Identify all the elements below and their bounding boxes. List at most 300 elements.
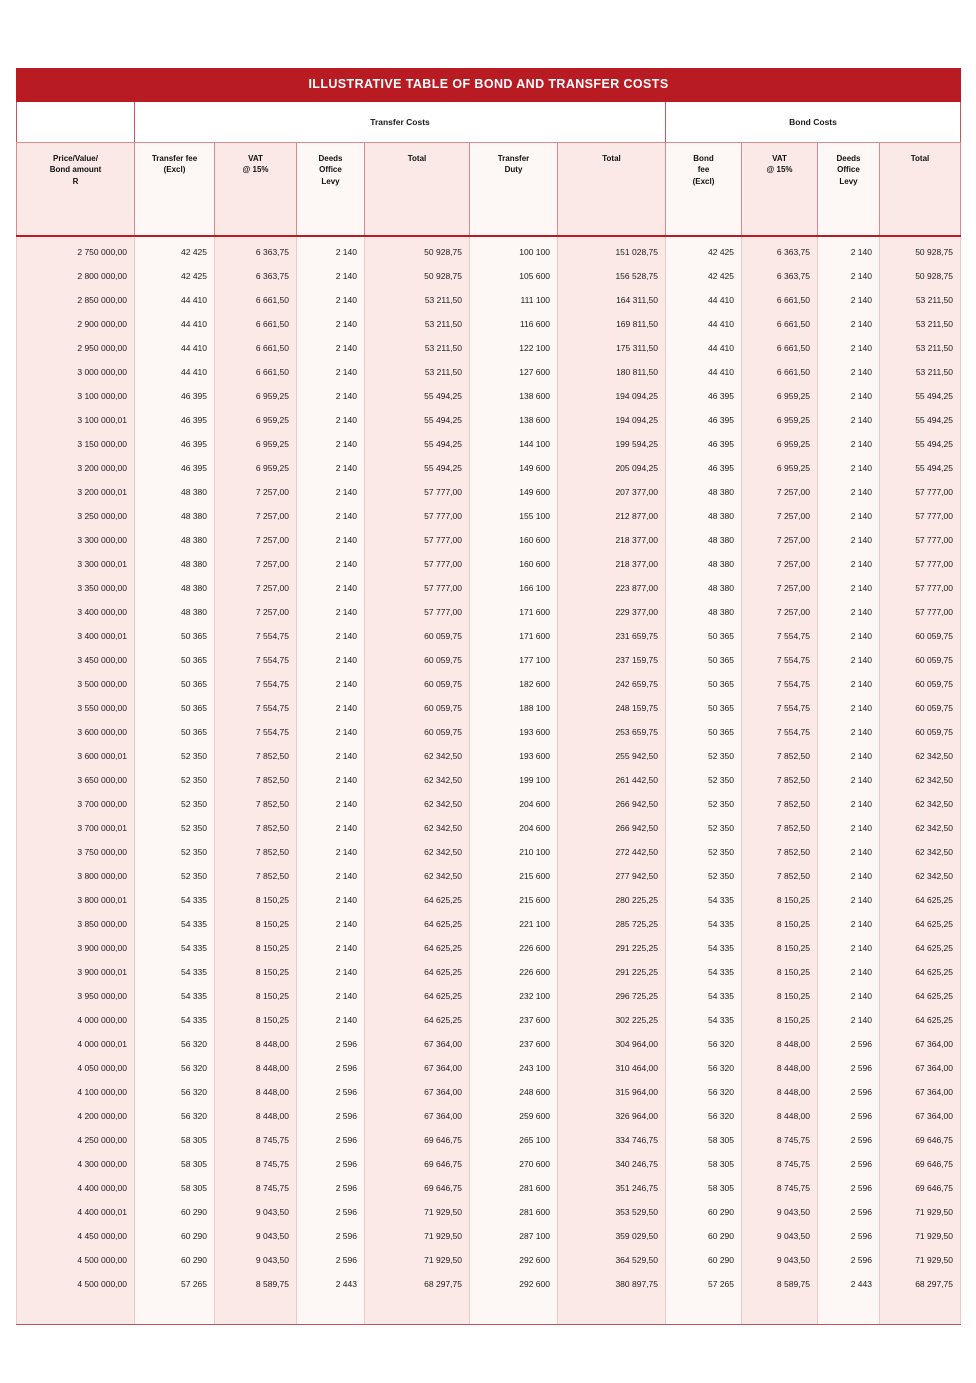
cell-t_duty: 270 600: [470, 1152, 558, 1176]
column-header-transfer-fee: [135, 142, 215, 236]
cell-t_grand: 237 159,75: [558, 648, 666, 672]
cell-b_fee: 52 350: [666, 744, 742, 768]
cell-t_duty: 265 100: [470, 1128, 558, 1152]
cell-t_duty: 292 600: [470, 1248, 558, 1272]
cell-b_fee: 44 410: [666, 336, 742, 360]
cell-b_deeds: 2 140: [818, 576, 880, 600]
cell-b_total: 53 211,50: [880, 336, 961, 360]
cell-b_vat: 6 959,25: [742, 432, 818, 456]
cell-t_total: 50 928,75: [365, 264, 470, 288]
cell-t_total: 68 297,75: [365, 1272, 470, 1296]
cell-b_vat: 9 043,50: [742, 1248, 818, 1272]
column-header-row: [17, 142, 961, 236]
cell-b_deeds: 2 140: [818, 720, 880, 744]
cell-b_total: 57 777,00: [880, 600, 961, 624]
cell-b_deeds: 2 596: [818, 1248, 880, 1272]
cell-t_fee: 52 350: [135, 864, 215, 888]
cell-b_fee: 60 290: [666, 1224, 742, 1248]
cell-b_deeds: 2 140: [818, 792, 880, 816]
cell-t_total: 55 494,25: [365, 384, 470, 408]
cell-t_vat: 7 257,00: [215, 504, 297, 528]
cell-b_vat: 7 554,75: [742, 720, 818, 744]
cell-b_total: 53 211,50: [880, 288, 961, 312]
cell-t_deeds: 2 140: [297, 1008, 365, 1032]
cell-t_deeds: 2 140: [297, 912, 365, 936]
cell-b_fee: 54 335: [666, 984, 742, 1008]
cell-t_total: 64 625,25: [365, 1008, 470, 1032]
cell-b_vat: 6 661,50: [742, 288, 818, 312]
cell-t_grand: 272 442,50: [558, 840, 666, 864]
cell-price: 4 100 000,00: [17, 1080, 135, 1104]
header-line: Bond: [693, 153, 714, 163]
cell-t_vat: 6 363,75: [215, 236, 297, 264]
cell-t_deeds: 2 596: [297, 1152, 365, 1176]
cell-t_grand: 304 964,00: [558, 1032, 666, 1056]
cell-t_total: 57 777,00: [365, 576, 470, 600]
cell-b_deeds: 2 140: [818, 336, 880, 360]
cell-b_vat: 6 959,25: [742, 408, 818, 432]
cell-b_fee: 52 350: [666, 864, 742, 888]
cell-b_vat: 8 745,75: [742, 1152, 818, 1176]
cell-t_vat: 7 852,50: [215, 840, 297, 864]
spacer-cell: [470, 1296, 558, 1325]
cell-t_total: 57 777,00: [365, 552, 470, 576]
column-group-row: [17, 101, 961, 142]
cell-t_fee: 42 425: [135, 236, 215, 264]
cell-t_deeds: 2 140: [297, 288, 365, 312]
header-line: Office: [837, 165, 860, 175]
cell-t_duty: 226 600: [470, 936, 558, 960]
table-row: [17, 264, 961, 288]
column-header-bond-deeds-levy: [818, 142, 880, 236]
header-line: @ 15%: [242, 165, 269, 175]
cell-t_fee: 54 335: [135, 912, 215, 936]
spacer-cell: [880, 1296, 961, 1325]
cell-t_deeds: 2 140: [297, 236, 365, 264]
cell-b_vat: 7 852,50: [742, 744, 818, 768]
cell-t_grand: 194 094,25: [558, 384, 666, 408]
cell-b_deeds: 2 596: [818, 1080, 880, 1104]
cell-b_vat: 7 852,50: [742, 840, 818, 864]
cell-t_deeds: 2 140: [297, 264, 365, 288]
cell-t_total: 69 646,75: [365, 1152, 470, 1176]
cell-t_deeds: 2 140: [297, 456, 365, 480]
cell-t_grand: 242 659,75: [558, 672, 666, 696]
cell-t_fee: 52 350: [135, 816, 215, 840]
cell-t_vat: 6 661,50: [215, 360, 297, 384]
cell-t_grand: 302 225,25: [558, 1008, 666, 1032]
cell-t_total: 55 494,25: [365, 456, 470, 480]
cell-b_fee: 58 305: [666, 1152, 742, 1176]
cell-t_grand: 277 942,50: [558, 864, 666, 888]
cell-price: 4 450 000,00: [17, 1224, 135, 1248]
cell-b_total: 67 364,00: [880, 1032, 961, 1056]
cell-t_vat: 6 661,50: [215, 336, 297, 360]
column-header-transfer-vat: [215, 142, 297, 236]
cell-t_grand: 199 594,25: [558, 432, 666, 456]
cell-price: 2 800 000,00: [17, 264, 135, 288]
cell-price: 3 700 000,01: [17, 816, 135, 840]
cell-t_deeds: 2 443: [297, 1272, 365, 1296]
cell-price: 2 900 000,00: [17, 312, 135, 336]
cell-t_vat: 7 554,75: [215, 696, 297, 720]
cell-t_total: 67 364,00: [365, 1032, 470, 1056]
cell-b_vat: 7 257,00: [742, 528, 818, 552]
cell-t_fee: 48 380: [135, 480, 215, 504]
cell-price: 4 500 000,00: [17, 1248, 135, 1272]
cell-t_duty: 111 100: [470, 288, 558, 312]
cell-t_grand: 218 377,00: [558, 552, 666, 576]
cell-t_grand: 296 725,25: [558, 984, 666, 1008]
cell-t_deeds: 2 140: [297, 696, 365, 720]
column-header-transfer-total: [365, 142, 470, 236]
cell-b_total: 69 646,75: [880, 1128, 961, 1152]
cell-t_vat: 7 257,00: [215, 480, 297, 504]
cell-t_grand: 164 311,50: [558, 288, 666, 312]
cell-b_fee: 46 395: [666, 456, 742, 480]
column-header-bond-vat: [742, 142, 818, 236]
cell-b_total: 62 342,50: [880, 864, 961, 888]
cell-t_total: 55 494,25: [365, 408, 470, 432]
spacer-cell: [135, 1296, 215, 1325]
spacer-cell: [818, 1296, 880, 1325]
header-line: Bond amount: [49, 165, 102, 175]
cell-t_duty: 160 600: [470, 552, 558, 576]
table-row: [17, 600, 961, 624]
cell-b_total: 67 364,00: [880, 1104, 961, 1128]
cell-b_total: 62 342,50: [880, 744, 961, 768]
cell-t_total: 67 364,00: [365, 1056, 470, 1080]
cell-b_fee: 54 335: [666, 912, 742, 936]
cell-t_vat: 6 661,50: [215, 288, 297, 312]
cell-t_deeds: 2 596: [297, 1032, 365, 1056]
cell-t_fee: 60 290: [135, 1200, 215, 1224]
cell-t_duty: 193 600: [470, 744, 558, 768]
cell-price: 2 850 000,00: [17, 288, 135, 312]
cell-price: 3 600 000,01: [17, 744, 135, 768]
cell-t_total: 64 625,25: [365, 912, 470, 936]
cell-price: 4 000 000,00: [17, 1008, 135, 1032]
cell-t_grand: 334 746,75: [558, 1128, 666, 1152]
cell-b_deeds: 2 140: [818, 552, 880, 576]
cell-t_fee: 48 380: [135, 576, 215, 600]
cell-b_fee: 50 365: [666, 696, 742, 720]
cell-b_vat: 9 043,50: [742, 1224, 818, 1248]
cell-b_total: 60 059,75: [880, 672, 961, 696]
cell-t_duty: 237 600: [470, 1008, 558, 1032]
cell-t_fee: 57 265: [135, 1272, 215, 1296]
cell-t_fee: 58 305: [135, 1176, 215, 1200]
cell-t_grand: 253 659,75: [558, 720, 666, 744]
cell-b_vat: 7 257,00: [742, 576, 818, 600]
header-line: Total: [910, 153, 930, 163]
table-title-row: [17, 69, 961, 102]
table-row: [17, 384, 961, 408]
cell-b_total: 64 625,25: [880, 960, 961, 984]
cell-b_vat: 6 661,50: [742, 312, 818, 336]
cell-price: 3 950 000,00: [17, 984, 135, 1008]
cell-t_fee: 56 320: [135, 1032, 215, 1056]
cell-b_total: 55 494,25: [880, 432, 961, 456]
cell-t_grand: 223 877,00: [558, 576, 666, 600]
cell-t_duty: 204 600: [470, 792, 558, 816]
cell-b_total: 71 929,50: [880, 1224, 961, 1248]
cell-b_fee: 48 380: [666, 576, 742, 600]
spacer-cell: [365, 1296, 470, 1325]
spacer-cell: [215, 1296, 297, 1325]
cell-t_fee: 52 350: [135, 768, 215, 792]
header-line: Total: [602, 153, 621, 163]
cell-t_total: 60 059,75: [365, 624, 470, 648]
cell-t_vat: 8 150,25: [215, 1008, 297, 1032]
cell-price: 3 300 000,00: [17, 528, 135, 552]
cell-price: 3 900 000,01: [17, 960, 135, 984]
cell-b_fee: 44 410: [666, 312, 742, 336]
cell-t_vat: 7 554,75: [215, 624, 297, 648]
cell-t_total: 62 342,50: [365, 840, 470, 864]
table-row: [17, 696, 961, 720]
cell-b_vat: 7 257,00: [742, 552, 818, 576]
cell-b_vat: 7 852,50: [742, 768, 818, 792]
cell-t_vat: 8 150,25: [215, 888, 297, 912]
cell-t_fee: 60 290: [135, 1224, 215, 1248]
cell-b_fee: 52 350: [666, 768, 742, 792]
cell-b_total: 64 625,25: [880, 1008, 961, 1032]
cell-b_deeds: 2 443: [818, 1272, 880, 1296]
cell-b_vat: 8 150,25: [742, 912, 818, 936]
cell-b_fee: 58 305: [666, 1128, 742, 1152]
cell-t_grand: 359 029,50: [558, 1224, 666, 1248]
cell-t_fee: 46 395: [135, 384, 215, 408]
header-line: Total: [407, 153, 427, 163]
cell-b_vat: 8 448,00: [742, 1104, 818, 1128]
cell-t_fee: 48 380: [135, 528, 215, 552]
cell-b_deeds: 2 140: [818, 1008, 880, 1032]
table-row: [17, 576, 961, 600]
cell-b_vat: 6 959,25: [742, 456, 818, 480]
cell-t_total: 62 342,50: [365, 792, 470, 816]
table-row: [17, 456, 961, 480]
cell-t_grand: 169 811,50: [558, 312, 666, 336]
table-header: [17, 69, 961, 236]
cell-t_vat: 6 959,25: [215, 432, 297, 456]
cell-b_fee: 42 425: [666, 236, 742, 264]
cell-t_duty: 243 100: [470, 1056, 558, 1080]
cell-t_fee: 50 365: [135, 624, 215, 648]
cell-b_vat: 8 150,25: [742, 984, 818, 1008]
cell-b_deeds: 2 140: [818, 864, 880, 888]
cell-b_total: 57 777,00: [880, 552, 961, 576]
cell-b_total: 60 059,75: [880, 696, 961, 720]
spacer-cell: [742, 1296, 818, 1325]
cell-b_deeds: 2 140: [818, 912, 880, 936]
cell-b_deeds: 2 140: [818, 384, 880, 408]
group-blank: [17, 101, 135, 142]
table-row: [17, 504, 961, 528]
cell-b_deeds: 2 596: [818, 1176, 880, 1200]
cell-b_total: 62 342,50: [880, 792, 961, 816]
table-row: [17, 816, 961, 840]
cell-t_duty: 193 600: [470, 720, 558, 744]
cell-t_fee: 54 335: [135, 984, 215, 1008]
cell-b_deeds: 2 140: [818, 768, 880, 792]
cell-b_total: 55 494,25: [880, 456, 961, 480]
cell-b_total: 69 646,75: [880, 1176, 961, 1200]
bond-transfer-cost-table: [16, 68, 961, 1325]
cell-t_total: 60 059,75: [365, 648, 470, 672]
cell-t_fee: 50 365: [135, 648, 215, 672]
cell-b_vat: 8 150,25: [742, 888, 818, 912]
cell-b_vat: 7 852,50: [742, 816, 818, 840]
table-row: [17, 888, 961, 912]
cell-b_vat: 7 852,50: [742, 864, 818, 888]
cell-b_vat: 8 745,75: [742, 1176, 818, 1200]
cell-b_total: 68 297,75: [880, 1272, 961, 1296]
cell-t_duty: 155 100: [470, 504, 558, 528]
column-header-bond-total: [880, 142, 961, 236]
cell-b_fee: 54 335: [666, 960, 742, 984]
cell-b_deeds: 2 140: [818, 816, 880, 840]
cell-price: 3 300 000,01: [17, 552, 135, 576]
cell-price: 3 250 000,00: [17, 504, 135, 528]
cell-t_deeds: 2 140: [297, 480, 365, 504]
cell-b_deeds: 2 596: [818, 1128, 880, 1152]
cell-b_total: 64 625,25: [880, 936, 961, 960]
cell-t_duty: 292 600: [470, 1272, 558, 1296]
cell-b_vat: 6 661,50: [742, 336, 818, 360]
header-line: Transfer: [497, 153, 530, 163]
cell-t_total: 71 929,50: [365, 1200, 470, 1224]
table-row: [17, 480, 961, 504]
cell-t_duty: 215 600: [470, 864, 558, 888]
cell-b_deeds: 2 140: [818, 236, 880, 264]
cell-t_total: 57 777,00: [365, 480, 470, 504]
cell-price: 4 200 000,00: [17, 1104, 135, 1128]
cell-t_vat: 6 363,75: [215, 264, 297, 288]
cell-b_vat: 7 554,75: [742, 648, 818, 672]
cell-b_total: 57 777,00: [880, 504, 961, 528]
cell-t_duty: 116 600: [470, 312, 558, 336]
cell-b_fee: 58 305: [666, 1176, 742, 1200]
spacer-cell: [558, 1296, 666, 1325]
cell-t_vat: 8 745,75: [215, 1128, 297, 1152]
cell-t_duty: 232 100: [470, 984, 558, 1008]
table-row: [17, 236, 961, 264]
cell-t_deeds: 2 596: [297, 1176, 365, 1200]
table-row: [17, 624, 961, 648]
cell-b_deeds: 2 596: [818, 1032, 880, 1056]
page-title: ILLUSTRATIVE TABLE OF BOND AND TRANSFER COSTS: [17, 69, 961, 102]
cell-b_fee: 48 380: [666, 552, 742, 576]
cell-b_fee: 50 365: [666, 624, 742, 648]
cell-t_grand: 340 246,75: [558, 1152, 666, 1176]
cell-b_deeds: 2 140: [818, 264, 880, 288]
table-footer-spacer: [17, 1296, 961, 1325]
cell-t_deeds: 2 596: [297, 1248, 365, 1272]
table-row: [17, 1224, 961, 1248]
cell-price: 4 300 000,00: [17, 1152, 135, 1176]
cell-b_deeds: 2 140: [818, 360, 880, 384]
cell-t_deeds: 2 140: [297, 552, 365, 576]
cell-t_deeds: 2 140: [297, 768, 365, 792]
cell-t_vat: 7 257,00: [215, 528, 297, 552]
cell-b_fee: 46 395: [666, 384, 742, 408]
header-line: Levy: [321, 176, 340, 186]
cell-price: 3 700 000,00: [17, 792, 135, 816]
table-row: [17, 744, 961, 768]
cell-t_vat: 7 257,00: [215, 576, 297, 600]
cell-t_total: 57 777,00: [365, 600, 470, 624]
cell-b_vat: 8 589,75: [742, 1272, 818, 1296]
cell-t_deeds: 2 140: [297, 984, 365, 1008]
cell-b_fee: 60 290: [666, 1200, 742, 1224]
table-row: [17, 864, 961, 888]
cell-b_total: 60 059,75: [880, 648, 961, 672]
cell-b_deeds: 2 140: [818, 432, 880, 456]
table-row: [17, 312, 961, 336]
cell-t_fee: 48 380: [135, 600, 215, 624]
cell-t_deeds: 2 596: [297, 1080, 365, 1104]
cell-b_deeds: 2 140: [818, 504, 880, 528]
cell-t_grand: 212 877,00: [558, 504, 666, 528]
cell-t_duty: 259 600: [470, 1104, 558, 1128]
cell-t_fee: 42 425: [135, 264, 215, 288]
cell-b_vat: 8 448,00: [742, 1056, 818, 1080]
cell-t_vat: 8 448,00: [215, 1080, 297, 1104]
cell-price: 3 500 000,00: [17, 672, 135, 696]
cell-t_grand: 194 094,25: [558, 408, 666, 432]
cell-b_fee: 44 410: [666, 360, 742, 384]
cell-t_grand: 266 942,50: [558, 792, 666, 816]
cell-t_fee: 44 410: [135, 360, 215, 384]
cell-b_total: 57 777,00: [880, 576, 961, 600]
cell-b_total: 71 929,50: [880, 1200, 961, 1224]
cell-t_deeds: 2 596: [297, 1128, 365, 1152]
header-line: Duty: [504, 165, 523, 175]
cell-t_duty: 166 100: [470, 576, 558, 600]
cell-b_vat: 8 448,00: [742, 1080, 818, 1104]
cell-b_total: 55 494,25: [880, 384, 961, 408]
cell-b_fee: 42 425: [666, 264, 742, 288]
column-header-transfer-duty: [470, 142, 558, 236]
cell-price: 3 750 000,00: [17, 840, 135, 864]
cell-price: 3 200 000,00: [17, 456, 135, 480]
cell-t_total: 55 494,25: [365, 432, 470, 456]
cell-t_fee: 46 395: [135, 432, 215, 456]
cell-t_deeds: 2 140: [297, 816, 365, 840]
cell-t_fee: 48 380: [135, 552, 215, 576]
cell-t_deeds: 2 140: [297, 744, 365, 768]
cell-t_grand: 285 725,25: [558, 912, 666, 936]
cell-b_deeds: 2 140: [818, 480, 880, 504]
cell-t_grand: 255 942,50: [558, 744, 666, 768]
cell-price: 3 400 000,00: [17, 600, 135, 624]
cell-t_grand: 207 377,00: [558, 480, 666, 504]
cell-b_total: 50 928,75: [880, 236, 961, 264]
column-header-transfer-deeds-levy: [297, 142, 365, 236]
cell-b_vat: 8 448,00: [742, 1032, 818, 1056]
cell-b_total: 64 625,25: [880, 984, 961, 1008]
cell-t_total: 62 342,50: [365, 864, 470, 888]
spacer-cell: [666, 1296, 742, 1325]
cell-b_fee: 60 290: [666, 1248, 742, 1272]
cell-t_grand: 326 964,00: [558, 1104, 666, 1128]
cell-b_total: 57 777,00: [880, 528, 961, 552]
cell-t_vat: 8 745,75: [215, 1176, 297, 1200]
table-row: [17, 528, 961, 552]
cell-t_grand: 266 942,50: [558, 816, 666, 840]
cell-t_fee: 52 350: [135, 840, 215, 864]
